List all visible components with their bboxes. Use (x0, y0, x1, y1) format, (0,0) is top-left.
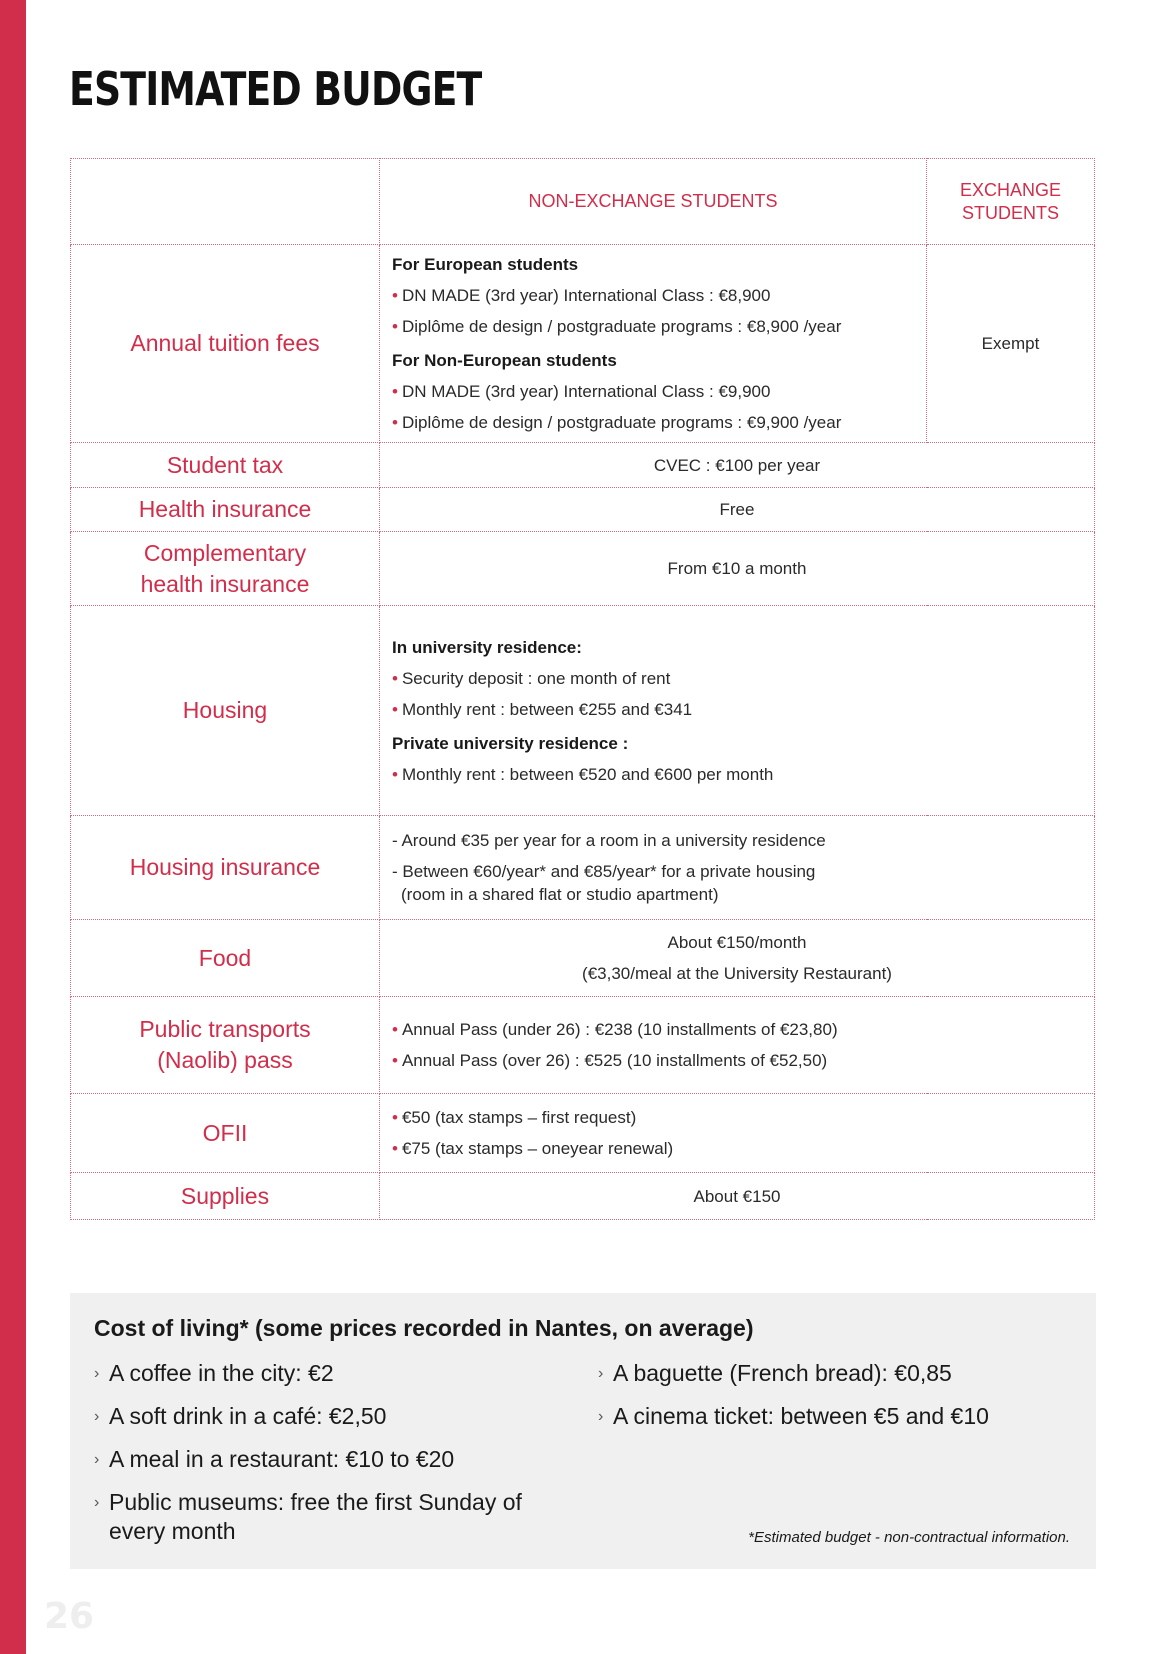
bullet-text: Security deposit : one month of rent (401, 668, 671, 688)
label-complementary (71, 532, 380, 606)
label-supplies: Supplies (71, 1173, 380, 1220)
dash-line: - Around €35 per year for a room in a university residence (392, 831, 826, 850)
table-header-row (71, 159, 1095, 245)
list-item (392, 694, 1082, 725)
row-transport (71, 997, 1095, 1094)
list-item (94, 1402, 574, 1431)
housing-insurance-details (380, 816, 1095, 920)
label-food: Food (71, 920, 380, 997)
bullet-dot-icon: • (392, 413, 398, 432)
row-housing (71, 606, 1095, 816)
list-item (392, 1102, 1082, 1133)
label-tuition: Annual tuition fees (71, 245, 380, 443)
budget-table (70, 158, 1095, 1220)
ofii-details (380, 1094, 1095, 1173)
bullet-text: DN MADE (3rd year) International Class : €8,900 (401, 286, 771, 305)
page-title: ESTIMATED BUDGET (69, 62, 482, 116)
food-line: (€3,30/meal at the University Restaurant) (582, 964, 892, 983)
row-supplies (71, 1173, 1095, 1220)
housing-private-title: Private university residence : (392, 733, 629, 753)
list-item (598, 1402, 1078, 1431)
label-ofii: OFII (71, 1094, 380, 1173)
student-tax-value: CVEC : €100 per year (380, 443, 1095, 488)
label-line: health insurance (140, 570, 310, 597)
label-line: Complementary (143, 539, 307, 566)
supplies-value: About €150 (380, 1173, 1095, 1220)
bullet-text: Annual Pass (over 26) : €525 (10 installments of €52,50) (401, 1051, 828, 1070)
bullet-text: DN MADE (3rd year) International Class : €9,900 (401, 382, 771, 401)
list-item (392, 311, 914, 342)
header-exchange: EXCHANGE STUDENTS (927, 159, 1095, 245)
list-item (392, 1045, 1082, 1076)
housing-details (380, 606, 1095, 816)
label-line: Public transports (139, 1016, 311, 1042)
cost-list-right (598, 1359, 1078, 1445)
bullet-text: Monthly rent : between €520 and €600 per month (401, 764, 774, 784)
cost-item-text: A soft drink in a café: €2,50 (109, 1403, 387, 1429)
chevron-right-icon: › (598, 1408, 604, 1425)
cost-of-living-box (70, 1293, 1096, 1569)
header-non-exchange: NON-EXCHANGE STUDENTS (380, 159, 927, 245)
row-housing-insurance (71, 816, 1095, 920)
bullet-text: Annual Pass (under 26) : €238 (10 installments of €23,80) (401, 1020, 838, 1039)
cost-item-text: A meal in a restaurant: €10 to €20 (109, 1446, 455, 1472)
label-student-tax: Student tax (71, 443, 380, 488)
row-student-tax (71, 443, 1095, 488)
label-health-insurance: Health insurance (71, 488, 380, 532)
bullet-text: €50 (tax stamps – first request) (401, 1108, 637, 1127)
row-complementary (71, 532, 1095, 606)
list-item (392, 280, 914, 311)
chevron-right-icon: › (94, 1365, 100, 1382)
cost-item-text: Public museums: free the first Sunday of every month (109, 1489, 522, 1544)
complementary-value: From €10 a month (380, 532, 1095, 606)
transport-details (380, 997, 1095, 1094)
label-line: (Naolib) pass (157, 1047, 293, 1073)
list-item (392, 1014, 1082, 1045)
bullet-dot-icon: • (392, 286, 398, 305)
page-number: 26 (44, 1596, 95, 1637)
list-item (392, 1133, 1082, 1164)
list-item (392, 759, 1082, 790)
food-line: About €150/month (667, 933, 807, 952)
chevron-right-icon: › (94, 1451, 100, 1468)
label-housing-insurance: Housing insurance (71, 816, 380, 920)
header-empty-cell (71, 159, 380, 245)
bullet-dot-icon: • (392, 1051, 398, 1070)
list-item (392, 663, 1082, 694)
cost-item-text: A cinema ticket: between €5 and €10 (613, 1403, 989, 1429)
bullet-dot-icon: • (392, 1108, 398, 1127)
bullet-text: Diplôme de design / postgraduate programs : €9,900 /year (401, 413, 842, 432)
tuition-exchange-value: Exempt (927, 245, 1095, 443)
bullet-text: Diplôme de design / postgraduate programs : €8,900 /year (401, 317, 842, 336)
bullet-text: Monthly rent : between €255 and €341 (401, 699, 693, 719)
row-ofii (71, 1094, 1095, 1173)
label-transport (71, 997, 380, 1094)
list-item (94, 1359, 574, 1388)
dash-line: - Between €60/year* and €85/year* for a private housing (392, 862, 816, 881)
list-item (94, 1445, 574, 1474)
bullet-dot-icon: • (392, 382, 398, 401)
bullet-dot-icon: • (392, 1020, 398, 1039)
bullet-dot-icon: • (392, 668, 398, 688)
cost-list-left (94, 1359, 574, 1560)
bullet-dot-icon: • (392, 764, 398, 784)
list-item (392, 376, 914, 407)
row-tuition (71, 245, 1095, 443)
tuition-european-title: For European students (392, 255, 579, 274)
cost-item-text: A baguette (French bread): €0,85 (613, 1360, 952, 1386)
bullet-dot-icon: • (392, 699, 398, 719)
tuition-non-european-title: For Non-European students (392, 351, 617, 370)
chevron-right-icon: › (94, 1494, 100, 1511)
housing-university-title: In university residence: (392, 637, 582, 657)
cost-of-living-title: Cost of living* (some prices recorded in Nantes, on average) (94, 1315, 754, 1341)
list-item (598, 1359, 1078, 1388)
tuition-details (380, 245, 927, 443)
bullet-dot-icon: • (392, 317, 398, 336)
food-details (380, 920, 1095, 997)
side-accent-bar (0, 0, 26, 1654)
row-health-insurance (71, 488, 1095, 532)
list-item (94, 1488, 574, 1546)
cost-item-text: A coffee in the city: €2 (109, 1360, 334, 1386)
health-insurance-value: Free (380, 488, 1095, 532)
chevron-right-icon: › (598, 1365, 604, 1382)
list-item (392, 407, 914, 438)
row-food (71, 920, 1095, 997)
footnote: *Estimated budget - non-contractual information. (748, 1529, 1070, 1546)
dash-line-continued: (room in a shared flat or studio apartment) (401, 885, 719, 904)
label-housing: Housing (71, 606, 380, 816)
bullet-dot-icon: • (392, 1139, 398, 1158)
bullet-text: €75 (tax stamps – oneyear renewal) (401, 1139, 674, 1158)
chevron-right-icon: › (94, 1408, 100, 1425)
